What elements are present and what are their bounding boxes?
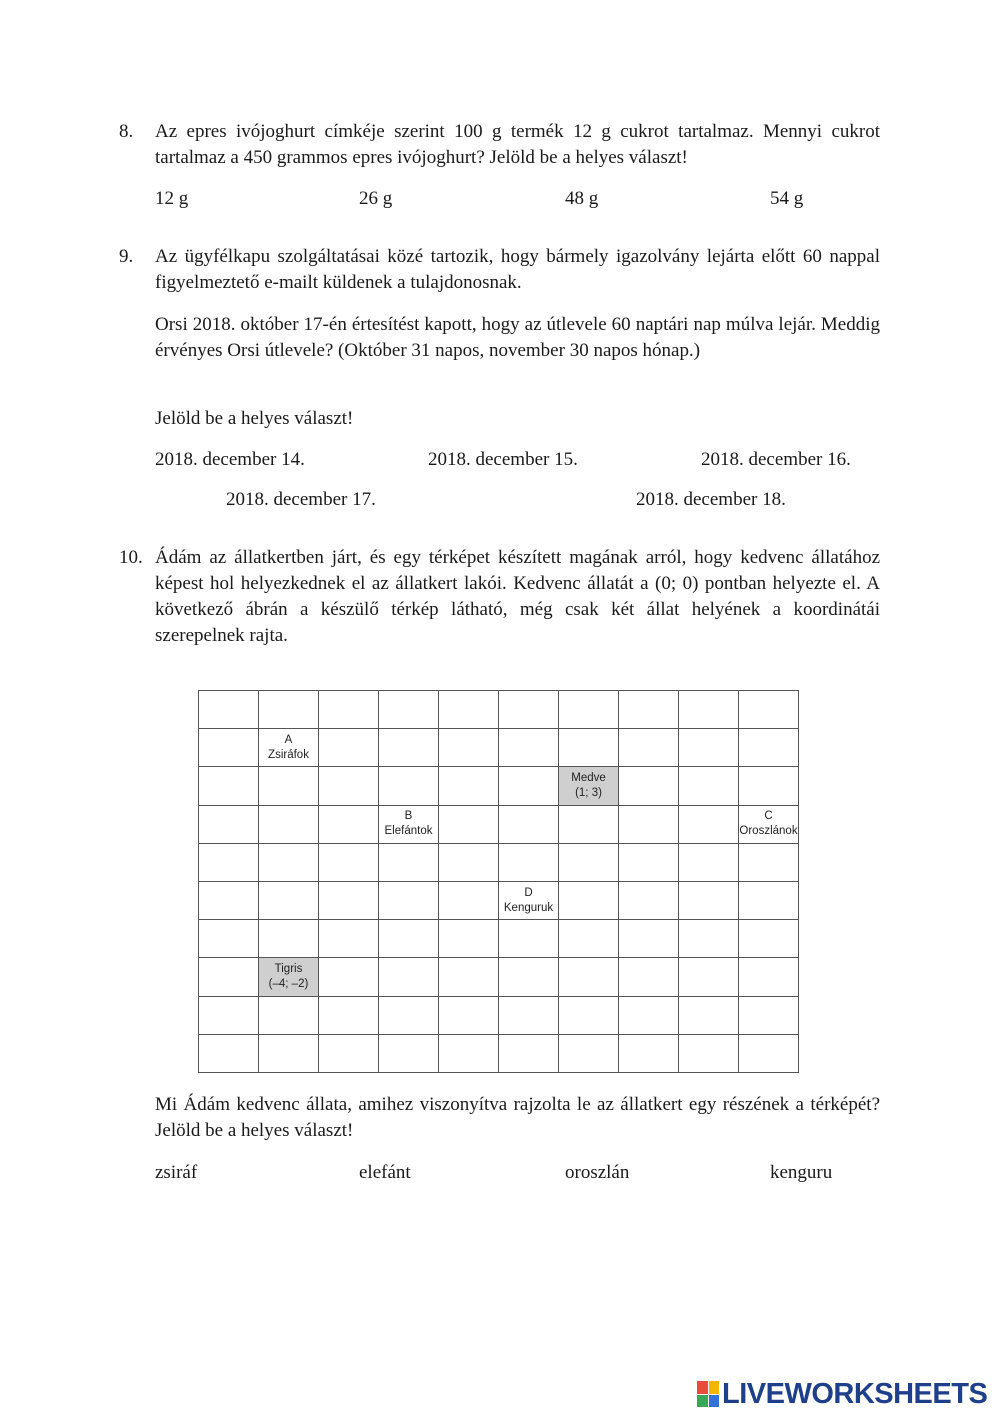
grid-cell <box>439 882 499 920</box>
logo-square-blue <box>709 1395 720 1408</box>
grid-cell <box>559 920 619 958</box>
grid-cell <box>439 691 499 729</box>
grid-cell <box>619 920 679 958</box>
grid-cell <box>499 691 559 729</box>
zoo-map-grid <box>198 690 799 1073</box>
grid-cell <box>739 920 799 958</box>
grid-cell <box>559 882 619 920</box>
q8-text: Az epres ivójoghurt címkéje szerint 100 g termék 12 g cukrot tartalmaz. Mennyi cukrot tartalmaz a 450 grammos epres ivójoghurt? Jelöld be a helyes választ! <box>155 121 880 168</box>
grid-cell <box>499 958 559 996</box>
grid-cell <box>319 882 379 920</box>
map-label-elefantok <box>379 806 439 844</box>
grid-cell <box>259 997 319 1035</box>
grid-cell <box>199 1035 259 1073</box>
grid-cell <box>739 691 799 729</box>
grid-cell <box>739 844 799 882</box>
grid-cell <box>499 806 559 844</box>
grid-cell <box>739 997 799 1035</box>
elefantok-letter: B <box>404 810 413 823</box>
grid-cell <box>499 920 559 958</box>
grid-cell <box>559 1035 619 1073</box>
grid-cell <box>199 806 259 844</box>
grid-cell <box>619 767 679 805</box>
grid-cell <box>379 729 439 767</box>
map-label-medve <box>559 767 619 805</box>
grid-cell <box>679 844 739 882</box>
q10-option-2[interactable]: elefánt <box>359 1162 411 1183</box>
liveworksheets-logo <box>697 1376 987 1412</box>
grid-cell <box>739 767 799 805</box>
kenguruk-name: Kenguruk <box>503 901 554 914</box>
map-label-kenguruk <box>499 882 559 920</box>
grid-cell <box>439 920 499 958</box>
map-label-zsirafok <box>259 729 319 767</box>
grid-cell <box>199 958 259 996</box>
oroszlanok-name: Oroszlánok <box>739 825 798 838</box>
grid-cell <box>619 729 679 767</box>
zsirafok-letter: A <box>284 733 293 746</box>
q8-option-4[interactable]: 54 g <box>770 188 804 209</box>
grid-cell <box>319 806 379 844</box>
q9-body: Orsi 2018. október 17-én értesítést kapott, hogy az útlevele 60 naptári nap múlva lejár. Meddig érvényes Orsi útlevele? (Október 31 napos, november 30 napos hónap.) <box>155 314 880 361</box>
medve-name: Medve <box>571 771 606 784</box>
grid-cell <box>259 844 319 882</box>
grid-cell <box>379 1035 439 1073</box>
tigris-coords: (–4; –2) <box>268 977 309 990</box>
grid-cell <box>199 844 259 882</box>
q8-option-2[interactable]: 26 g <box>359 188 393 209</box>
map-label-tigris <box>259 958 319 996</box>
grid-cell <box>679 997 739 1035</box>
q9-option-2[interactable]: 2018. december 15. <box>428 449 578 470</box>
grid-cell <box>499 844 559 882</box>
logo-square-green <box>697 1395 708 1408</box>
elefantok-name: Elefántok <box>384 825 433 838</box>
grid-cell <box>199 691 259 729</box>
grid-cell <box>439 806 499 844</box>
grid-cell <box>439 997 499 1035</box>
grid-cell <box>619 1035 679 1073</box>
q10-text: Ádám az állatkertben járt, és egy térképet készített magának arról, hogy kedvenc állatához képest hol helyezkednek el az állatkert lakói. Kedvenc állatát a (0; 0) pontban helyezte el. A következő ábrán a készülő térkép látható, még csak két állat helyének a koordinátái szerepelnek rajta. <box>155 547 880 646</box>
grid-cell <box>619 691 679 729</box>
grid-cell <box>379 958 439 996</box>
grid-cell <box>559 729 619 767</box>
q10-question: Mi Ádám kedvenc állata, amihez viszonyítva rajzolta le az állatkert egy részének a térképét? Jelöld be a helyes választ! <box>155 1094 880 1141</box>
grid-cell <box>499 1035 559 1073</box>
grid-cell <box>619 806 679 844</box>
tigris-name: Tigris <box>274 962 303 975</box>
q9-option-5[interactable]: 2018. december 18. <box>636 489 786 510</box>
grid-cell <box>199 920 259 958</box>
grid-cell <box>379 767 439 805</box>
map-label-oroszlanok <box>739 806 799 844</box>
grid-cell <box>439 958 499 996</box>
q8-number: 8. <box>119 121 134 142</box>
q9-number: 9. <box>119 246 134 267</box>
grid-cell <box>679 1035 739 1073</box>
grid-cell <box>679 729 739 767</box>
grid-cell <box>679 806 739 844</box>
q9-instruction: Jelöld be a helyes választ! <box>155 408 354 429</box>
logo-mark-icon <box>697 1381 719 1407</box>
q8-option-3[interactable]: 48 g <box>565 188 599 209</box>
zsirafok-name: Zsiráfok <box>268 748 309 761</box>
oroszlanok-letter: C <box>764 810 773 823</box>
medve-coords: (1; 3) <box>575 786 602 799</box>
grid-cell <box>319 997 379 1035</box>
grid-cell <box>559 958 619 996</box>
grid-cell <box>559 691 619 729</box>
grid-cell <box>259 1035 319 1073</box>
grid-cell <box>259 767 319 805</box>
grid-cell <box>739 958 799 996</box>
q10-option-4[interactable]: kenguru <box>770 1162 833 1183</box>
logo-square-yellow <box>709 1381 720 1394</box>
grid-cell <box>319 1035 379 1073</box>
grid-cell <box>559 844 619 882</box>
grid-cell <box>559 806 619 844</box>
q9-option-1[interactable]: 2018. december 14. <box>155 449 305 470</box>
logo-text: LIVEWORKSHEETS <box>722 1377 988 1410</box>
grid-cell <box>319 767 379 805</box>
grid-cell <box>739 729 799 767</box>
grid-cell <box>679 882 739 920</box>
grid-cell <box>499 767 559 805</box>
grid-cell <box>679 958 739 996</box>
grid-cell <box>379 844 439 882</box>
grid-cell <box>679 691 739 729</box>
q9-option-3[interactable]: 2018. december 16. <box>701 449 851 470</box>
grid-cell <box>679 920 739 958</box>
grid-cell <box>199 882 259 920</box>
logo-square-red <box>697 1381 708 1394</box>
q10-number: 10. <box>119 547 143 568</box>
grid-cell <box>259 882 319 920</box>
grid-cell <box>379 997 439 1035</box>
grid-cell <box>439 729 499 767</box>
grid-cell <box>319 920 379 958</box>
grid-cell <box>199 729 259 767</box>
grid-cell <box>199 997 259 1035</box>
grid-cell <box>559 997 619 1035</box>
grid-cell <box>379 920 439 958</box>
q9-intro: Az ügyfélkapu szolgáltatásai közé tartozik, hogy bármely igazolvány lejárta előtt 60 nappal figyelmeztető e-mailt küldenek a tulajdonosnak. <box>155 246 880 293</box>
q8-option-1[interactable]: 12 g <box>155 188 189 209</box>
grid-cell <box>259 691 319 729</box>
grid-cell <box>439 767 499 805</box>
grid-cell <box>439 1035 499 1073</box>
q10-option-1[interactable]: zsiráf <box>155 1162 198 1183</box>
grid-cell <box>319 729 379 767</box>
grid-cell <box>679 767 739 805</box>
grid-cell <box>619 844 679 882</box>
grid-cell <box>499 729 559 767</box>
grid-cell <box>319 691 379 729</box>
grid-cell <box>259 806 319 844</box>
grid-cell <box>319 958 379 996</box>
grid-cell <box>739 882 799 920</box>
grid-cell <box>379 882 439 920</box>
q9-option-4[interactable]: 2018. december 17. <box>226 489 376 510</box>
grid-cell <box>619 958 679 996</box>
q10-option-3[interactable]: oroszlán <box>565 1162 630 1183</box>
grid-cell <box>379 691 439 729</box>
grid-cell <box>259 920 319 958</box>
grid-cell <box>619 882 679 920</box>
grid-cell <box>739 1035 799 1073</box>
grid-cell <box>319 844 379 882</box>
grid-cell <box>619 997 679 1035</box>
grid-cell <box>499 997 559 1035</box>
grid-cell <box>199 767 259 805</box>
grid-cell <box>439 844 499 882</box>
kenguruk-letter: D <box>524 886 533 899</box>
